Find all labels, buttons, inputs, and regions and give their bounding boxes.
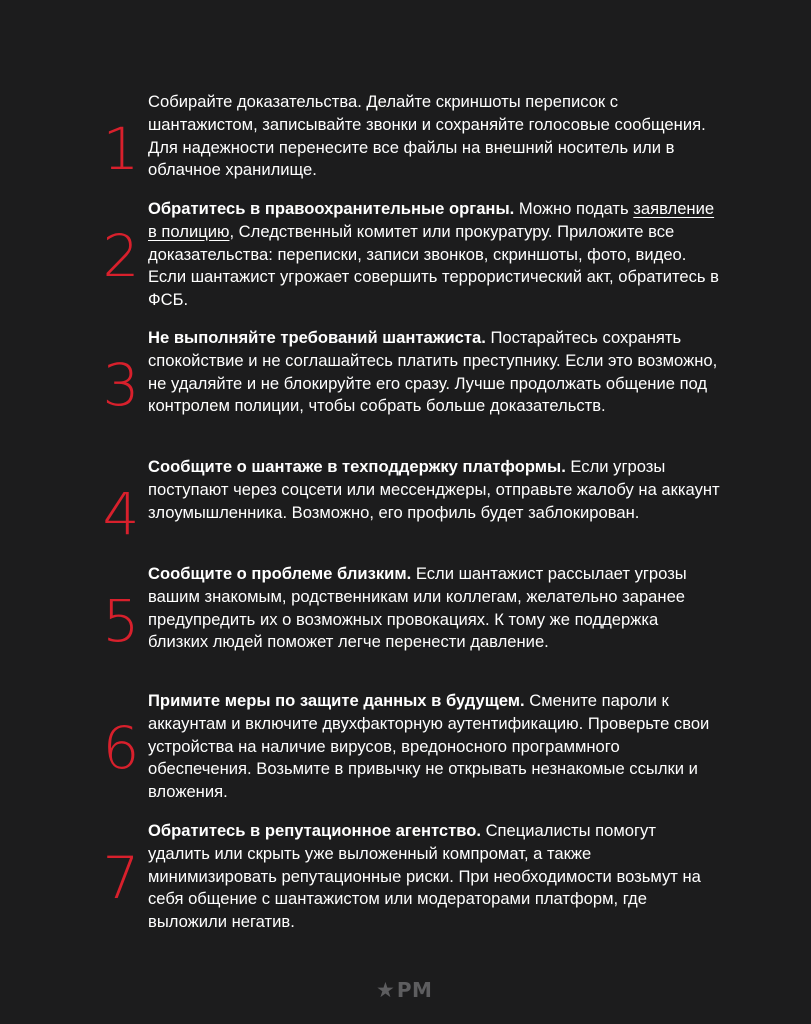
step-body: , Следственный комитет или прокуратуру. Приложите все доказательства: переписки, записи звонков, скриншоты, фото, видео. Если шантажист угрожает совершить террористический акт, обратитесь в ФСБ. [148,221,719,310]
step-text [148,327,720,418]
step-body: Специалисты помогут удалить или скрыть уже выложенный компромат, а также минимизировать репутационные риски. При необходимости возьмут на себя общение с шантажистом или модераторами платформ, где выложили негатив. [148,821,701,932]
step-number: 1 [102,114,140,183]
step-text [148,91,720,182]
step-text [148,820,720,934]
step-body: Смените пароли к аккаунтам и включите двухфакторную аутентификацию. Проверьте свои устройства на наличие вирусов, вредоносного программного обеспечения. Возьмите в привычку не открывать незнакомые ссылки и вложения. [148,691,710,802]
step-number: 7 [102,843,140,912]
step-heading: Обратитесь в правоохранительные органы. [148,199,515,218]
step-heading: Сообщите о шантаже в техподдержку платформы. [148,457,566,476]
step-6 [100,690,720,805]
star-icon: ★ [376,978,395,1002]
step-body: Если шантажист рассылает угрозы вашим знакомым, родственникам или коллегам, желательно заранее предупредить их о возможных провокациях. К тому же поддержка близких людей поможет легче перенести давление. [148,564,687,652]
step-4 [100,456,720,571]
step-heading: Примите меры по защите данных в будущем. [148,691,525,710]
step-text [148,563,720,654]
step-1 [100,91,720,206]
step-number: 2 [102,221,140,290]
step-3 [100,327,720,442]
logo-text: PM [396,978,433,1002]
police-statement-link[interactable]: заявление в полицию [148,199,715,241]
step-body: Постарайтесь сохранять спокойствие и не соглашайтесь платить преступнику. Если это возможно, не удаляйте и не блокируйте его сразу. Лучше продолжать общение под контролем полиции, чтобы собрать больше доказательств. [148,328,718,416]
rm-logo [376,978,432,1002]
step-body-intro: Можно подать [514,199,634,218]
step-text [148,198,720,312]
step-number: 5 [102,586,140,655]
step-text [148,690,720,804]
step-7 [100,820,720,935]
step-heading: Сообщите о проблеме близким. [148,564,412,583]
step-heading: Не выполняйте требований шантажиста. [148,328,486,347]
step-number: 4 [102,479,140,548]
step-heading: Обратитесь в репутационное агентство. [148,821,481,840]
step-body: Если угрозы поступают через соцсети или мессенджеры, отправьте жалобу на аккаунт злоумышленника. Возможно, его профиль будет заблокирован. [148,457,720,522]
step-number: 3 [102,350,140,419]
step-body: Собирайте доказательства. Делайте скриншоты переписок с шантажистом, записывайте звонки и сохраняйте голосовые сообщения. Для надежности перенесите все файлы на внешний носитель или в облачное хранилище. [148,92,706,180]
step-2 [100,198,720,313]
step-text [148,456,720,524]
step-number: 6 [102,713,140,782]
step-5 [100,563,720,678]
